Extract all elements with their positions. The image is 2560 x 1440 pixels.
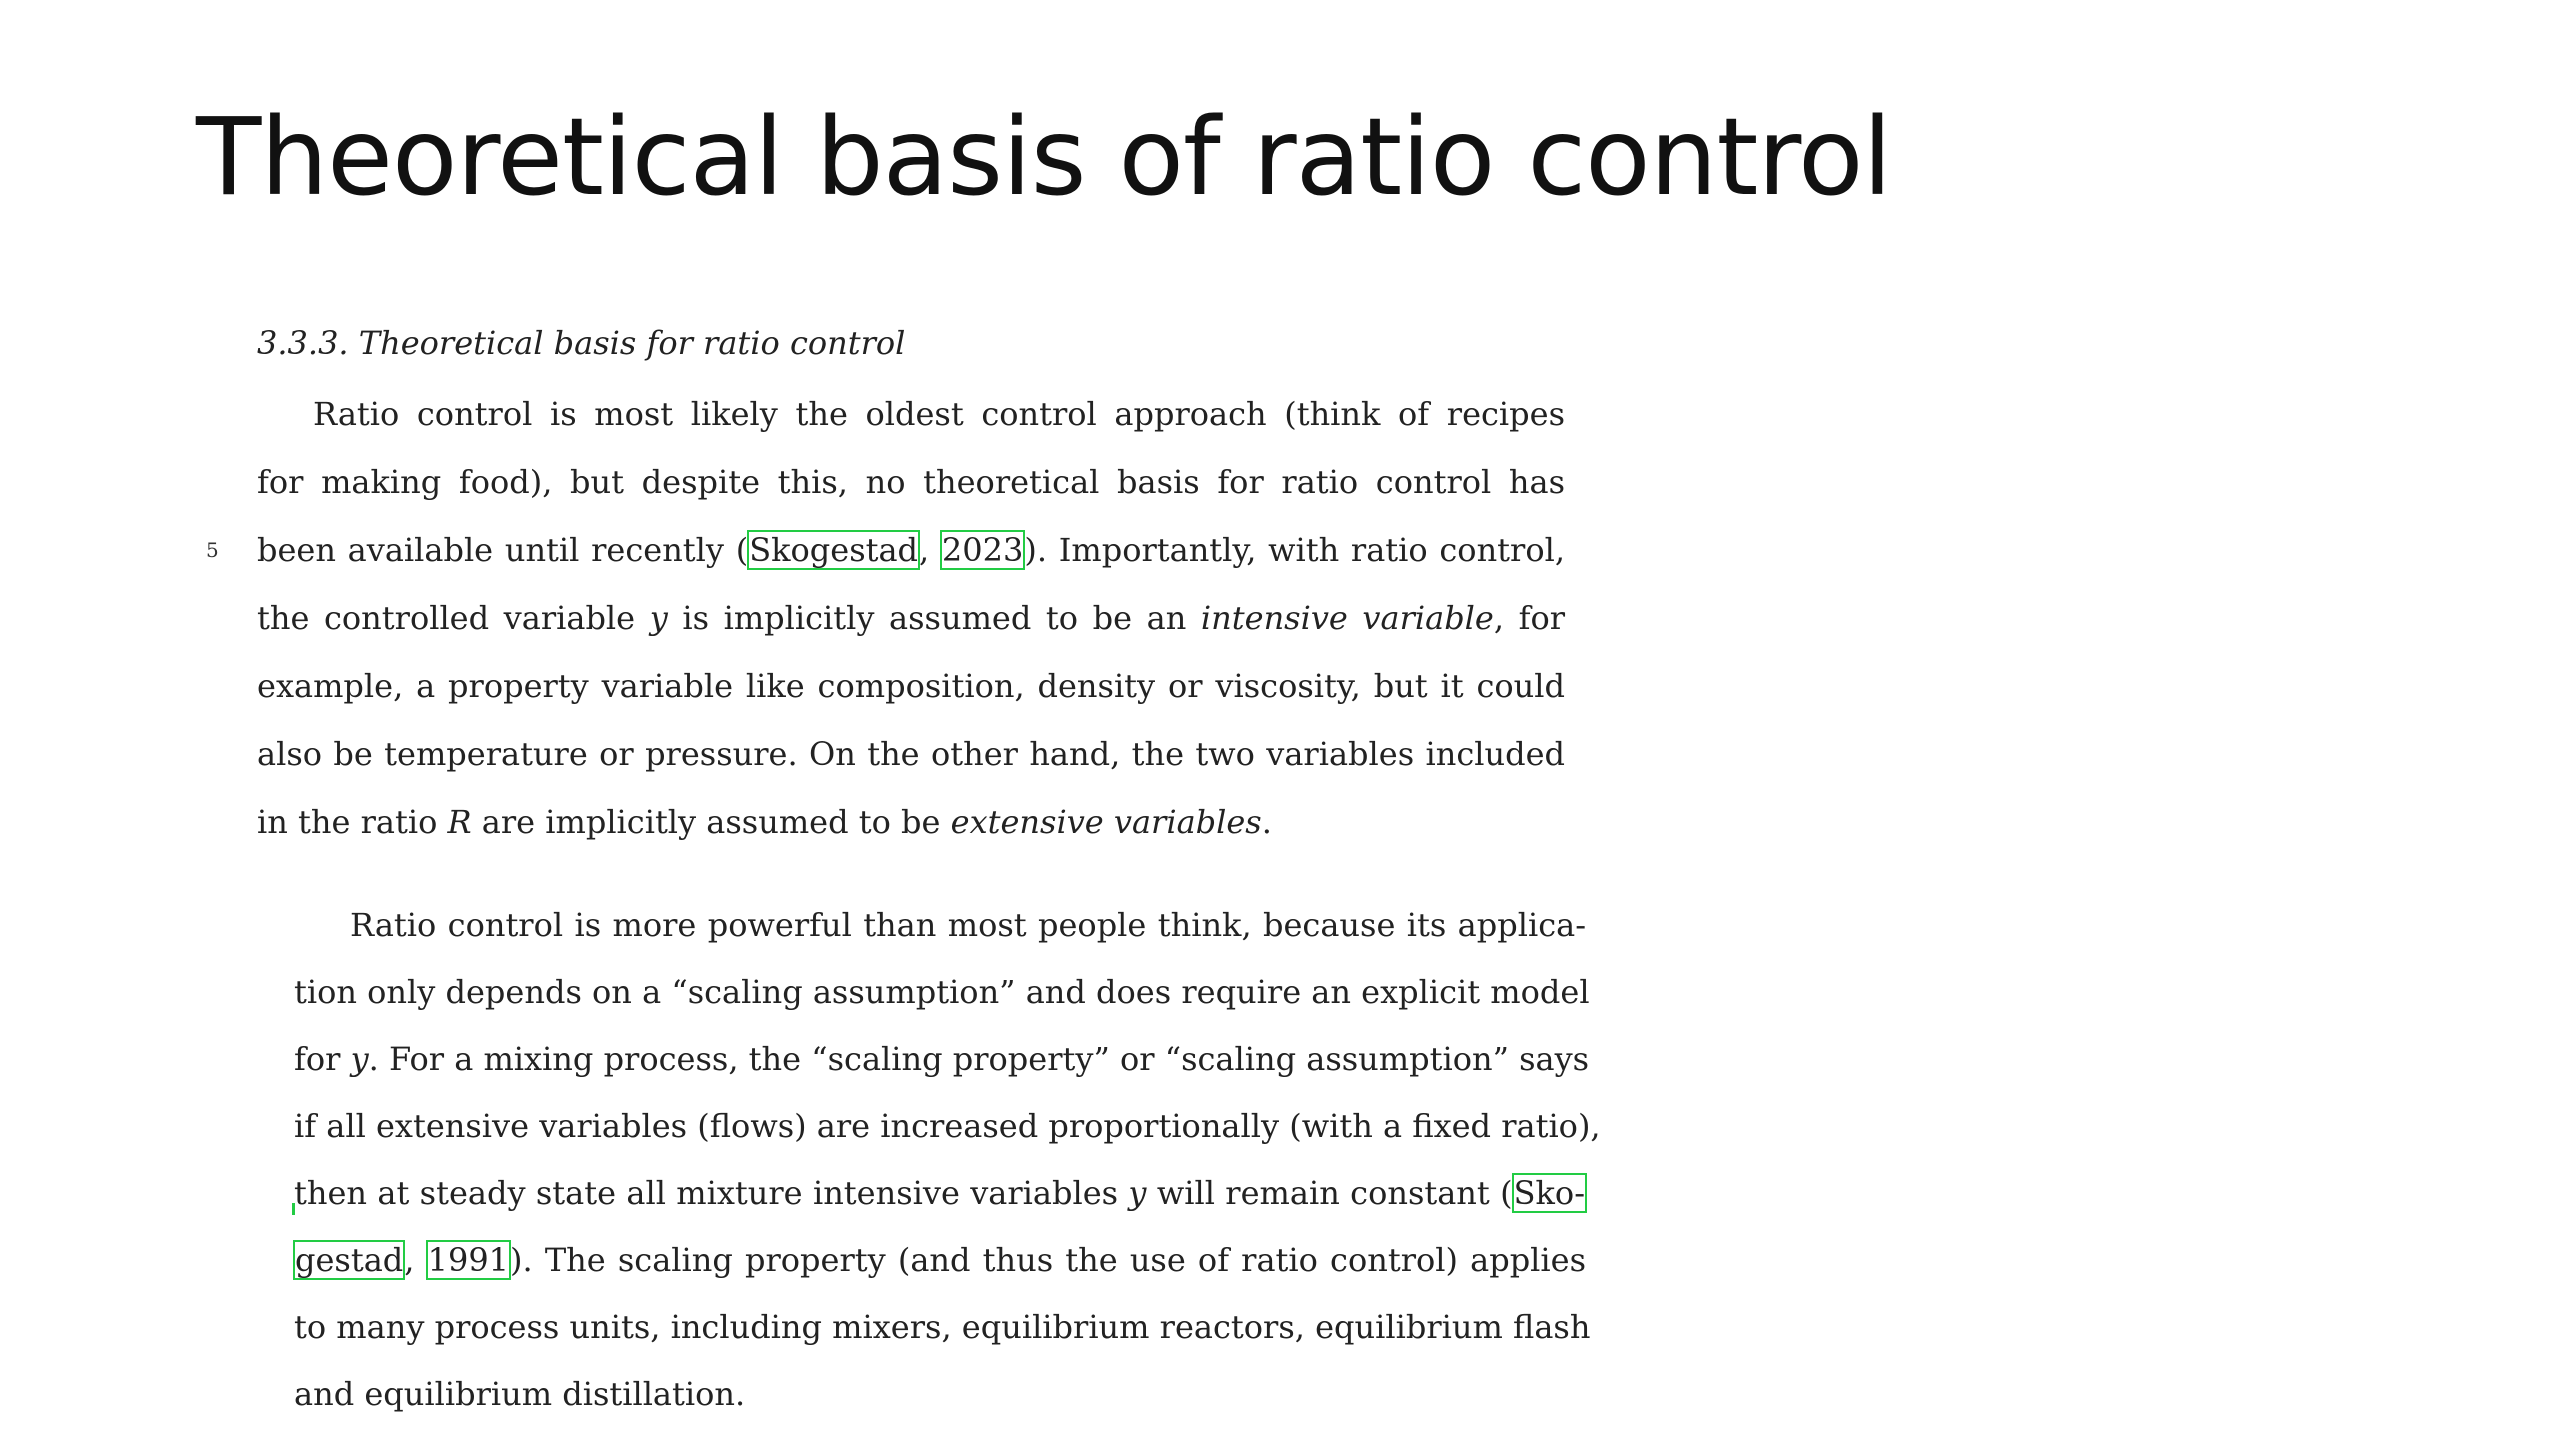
paragraph-1-line (257, 516, 1565, 584)
citation-link[interactable]: Skogestad (749, 531, 919, 569)
emphasis-text: extensive variables (950, 803, 1262, 841)
math-variable: R (447, 803, 472, 841)
text-span: in the ratio (257, 803, 448, 841)
text-span: is implicitly assumed to be an (667, 599, 1201, 637)
paragraph-1-line: example, a property variable like composition, density or viscosity, but it could (257, 667, 1565, 705)
emphasis-text: intensive variable (1200, 599, 1494, 637)
paper-excerpt-section (257, 312, 1565, 856)
paragraph-1-line: also be temperature or pressure. On the other hand, the two variables included (257, 735, 1565, 773)
text-span: ). The scaling property (and thus the use of ratio control) applies (510, 1241, 1587, 1279)
text-span: , (919, 531, 941, 569)
paragraph-2-line: tion only depends on a “scaling assumption” and does require an explicit model (294, 973, 1590, 1011)
math-variable: y (649, 599, 668, 637)
text-span: been available until recently ( (257, 531, 749, 569)
text-span: . For a mixing process, the “scaling property” or “scaling assumption” says (368, 1040, 1590, 1078)
citation-link[interactable]: 2023 (941, 531, 1024, 569)
text-span: , (404, 1241, 427, 1279)
text-span: then at steady state all mixture intensive variables (294, 1174, 1129, 1212)
text-span: will remain constant ( (1146, 1174, 1513, 1212)
text-span: . (1261, 803, 1272, 841)
paragraph-2-line: to many process units, including mixers, equilibrium reactors, equilibrium flash (294, 1308, 1591, 1346)
line-number: 5 (206, 538, 219, 562)
text-span: for (294, 1040, 351, 1078)
text-span: the controlled variable (257, 599, 650, 637)
paragraph-1-line: Ratio control is most likely the oldest control approach (think of recipes (313, 395, 1565, 433)
text-span: , for (1493, 599, 1566, 637)
citation-link[interactable]: 1991 (427, 1241, 510, 1279)
paragraph-1-line: for making food), but despite this, no theoretical basis for ratio control has (257, 463, 1565, 501)
paragraph-2-line: if all extensive variables (flows) are increased proportionally (with a fixed ratio), (294, 1107, 1601, 1145)
paragraph-2-line (294, 1227, 1586, 1294)
math-variable: y (1128, 1174, 1147, 1212)
slide-title: Theoretical basis of ratio control (196, 96, 1892, 220)
citation-link[interactable]: Sko- (1513, 1174, 1585, 1212)
citation-link[interactable]: gestad (295, 1241, 404, 1279)
text-span: are implicitly assumed to be (471, 803, 951, 841)
section-heading: 3.3.3. Theoretical basis for ratio control (257, 324, 906, 362)
paragraph-2-line (294, 1026, 1590, 1093)
paragraph-2-line: Ratio control is more powerful than most people think, because its applica- (350, 906, 1586, 944)
math-variable: y (350, 1040, 369, 1078)
text-span: ). Importantly, with ratio control, (1024, 531, 1566, 569)
paragraph-1-line (257, 788, 1565, 856)
paragraph-2-line: and equilibrium distillation. (294, 1375, 746, 1413)
paragraph-2-line (294, 1160, 1586, 1227)
paragraph-1-line (257, 584, 1565, 652)
paper-excerpt-paragraph-2 (294, 892, 1601, 1428)
